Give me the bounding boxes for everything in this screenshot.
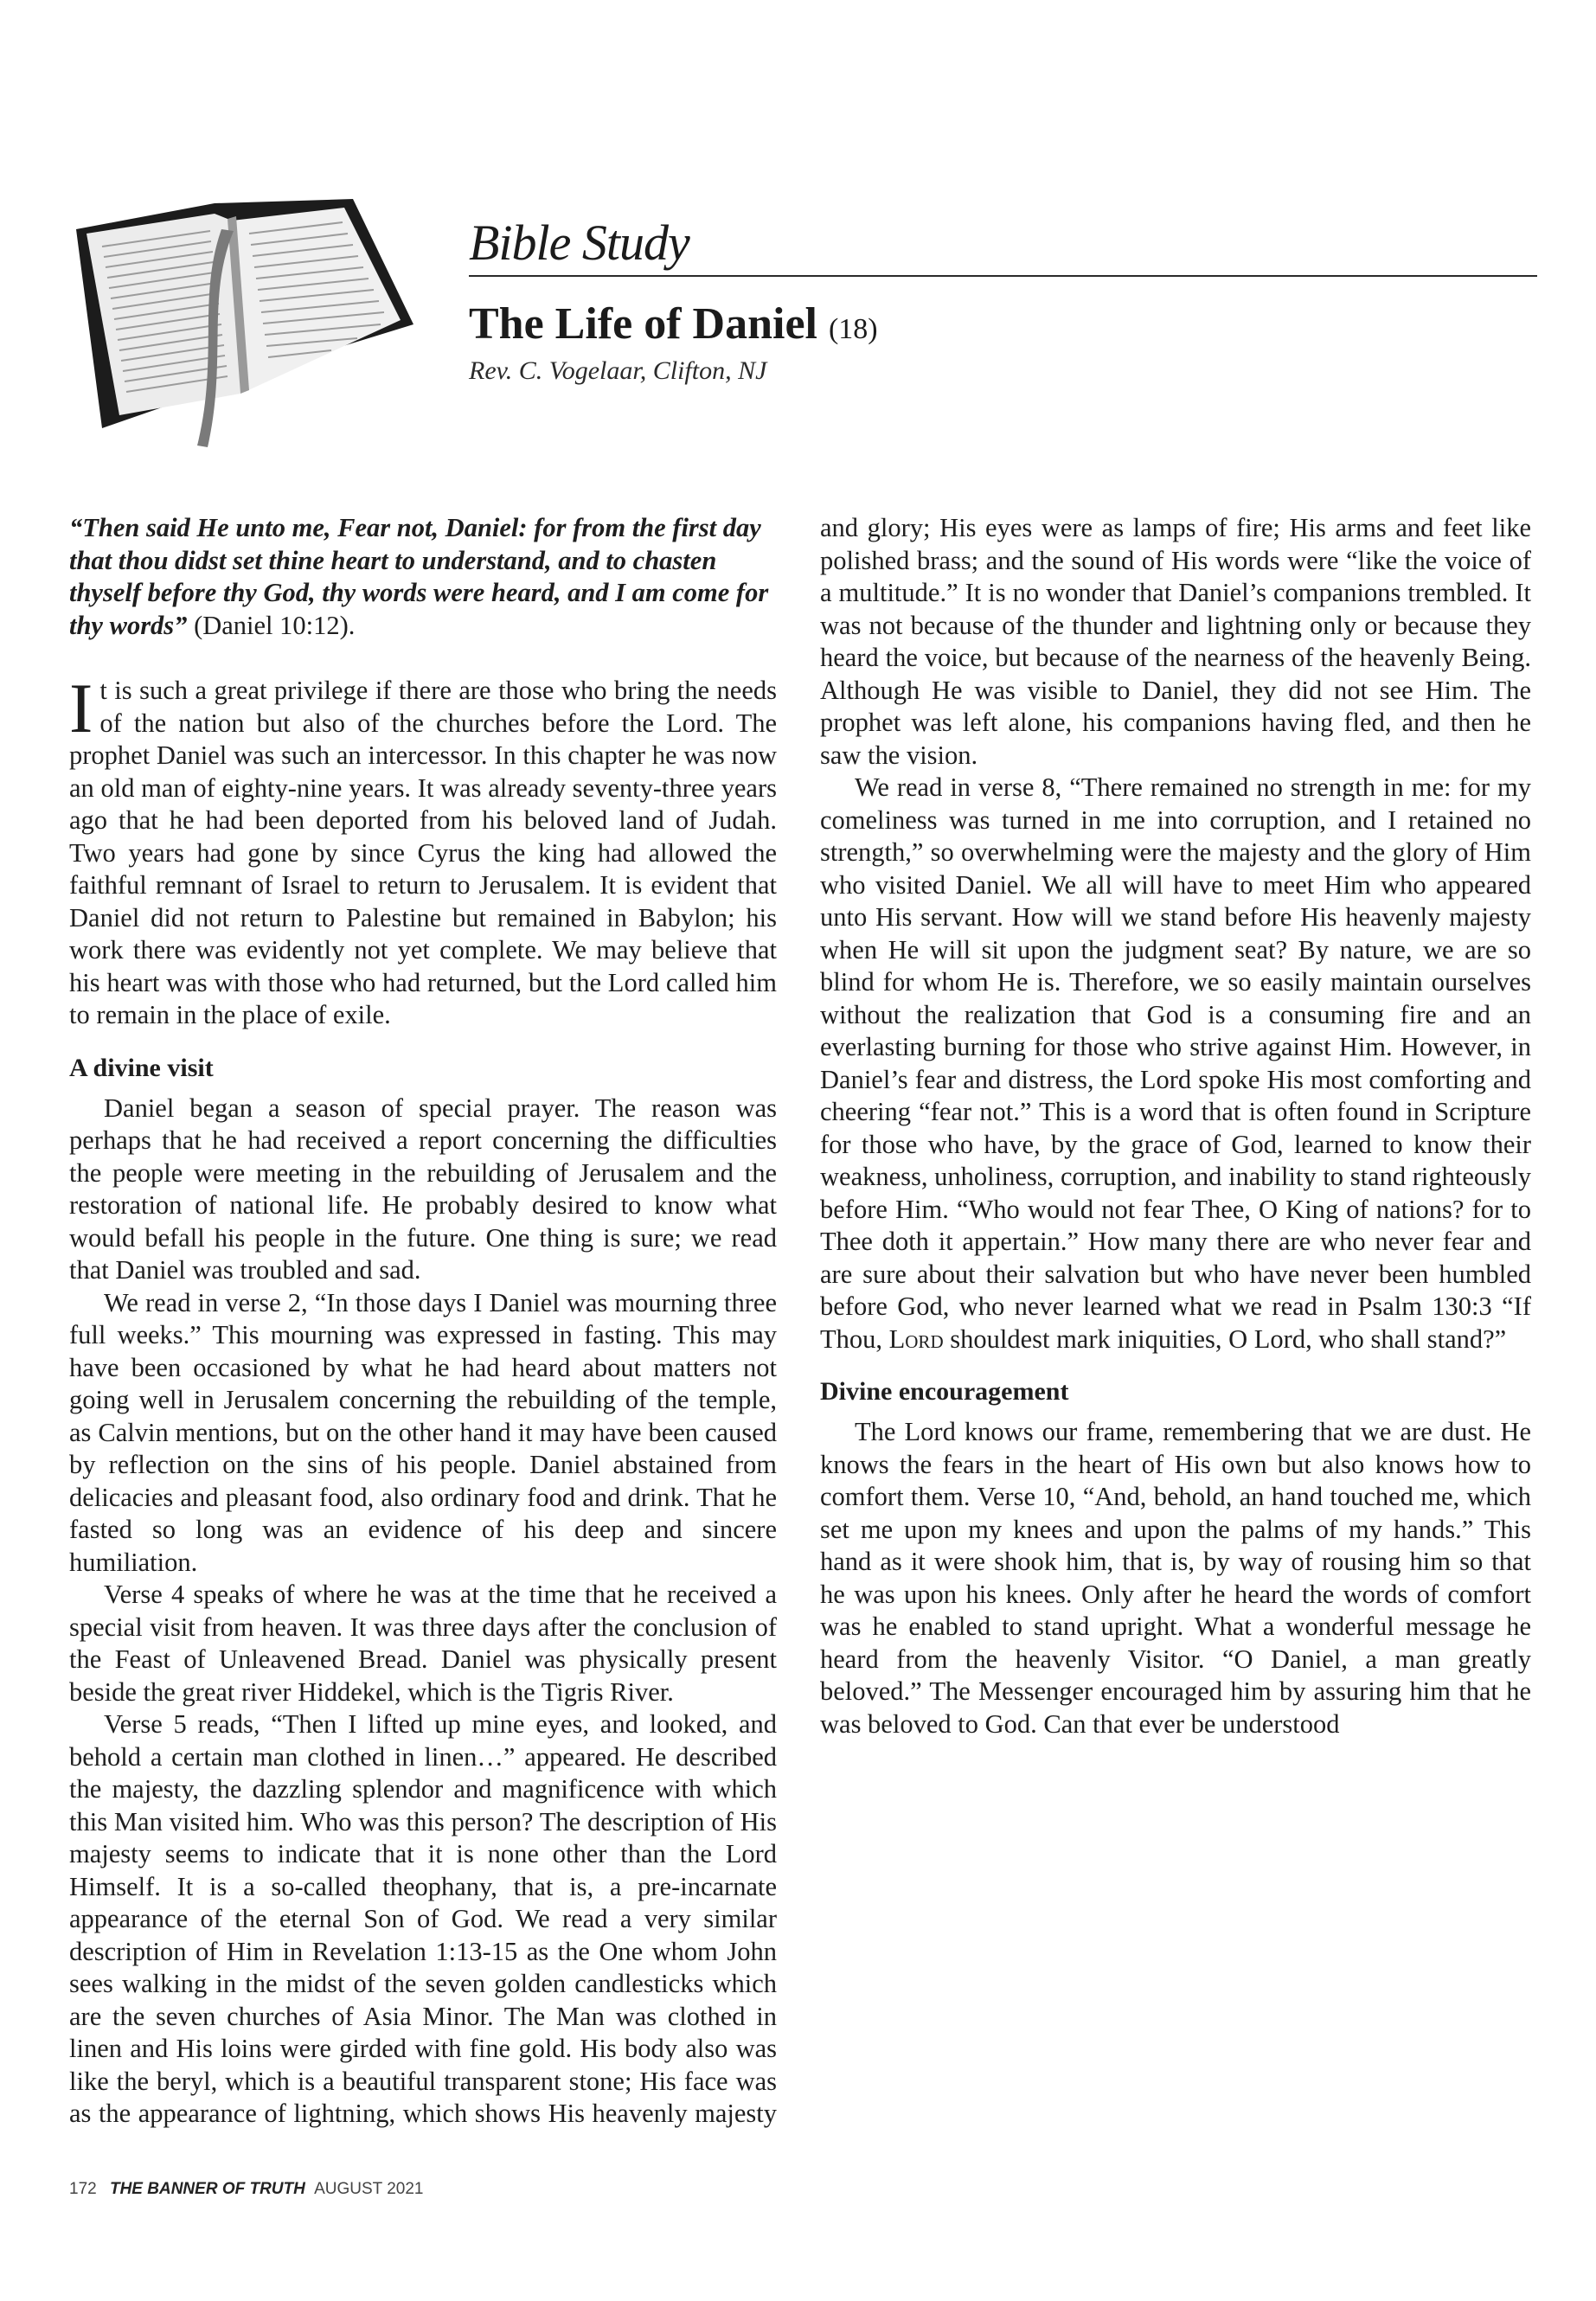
section-rule	[469, 275, 1537, 277]
issue-date: AUGUST 2021	[314, 2180, 424, 2198]
article-title-text: The Life of Daniel	[469, 299, 817, 349]
paragraph-text-end: shouldest mark iniquities, O Lord, who shall stand?”	[950, 1324, 1507, 1354]
paragraph-continued: Verse 5 reads, “Then I lifted up mine eyes, and looked, and behold a certain man clothed in linen…” appeared. He described the majesty, the dazzling splendor and magnificence with which this Man visited him. Who was this person? The description of His majesty seems to indicate that it is none other than the Lord Himself. It is a so-called theophany, that is, a pre-incarnate appearance of the eternal Son of God. We read a very similar description of Him in Revelation 1:13-15 as the One whom John sees walking in the midst of the seven golden candlesticks which are the seven churches of Asia Minor. The Man was clothed in linen and His loins were girded with fine gold. His body also was like the beryl, which is a beautiful transparent stone; His face was as the appearance of lightning, which shows His heavenly majesty	[69, 1709, 777, 2128]
column-right	[820, 512, 1531, 1740]
intro-paragraph	[69, 669, 777, 1032]
epigraph-reference: (Daniel 10:12).	[194, 610, 356, 640]
lord-smallcaps: Lord	[888, 1324, 944, 1354]
page-number: 172	[69, 2180, 97, 2198]
byline: Rev. C. Vogelaar, Clifton, NJ	[469, 356, 767, 385]
article-part-number: (18)	[828, 313, 878, 345]
epigraph-text: “Then said He unto me, Fear not, Daniel: for from the first day that thou didst set thine heart to understand, and to chasten thyself before thy God, thy words were heard, and I am come for thy words”	[69, 513, 769, 640]
paragraph: Verse 4 speaks of where he was at the time that he received a special visit from heaven. It was three days after the conclusion of the Feast of Unleavened Bread. Daniel was physically present beside the great river Hiddekel, which is the Tigris River.	[69, 1580, 777, 1707]
section-header	[469, 215, 1537, 277]
paragraph-continuation: and glory; His eyes were as lamps of fire; His arms and feet like polished brass; and the sound of His words were “like the voice of a multitude.” It is no wonder that Daniel’s companions trembled. It was not because of the thunder and lightning only or because they heard the voice, but because of the nearness of the heavenly Being. Although He was visible to Daniel, they did not see Him. The prophet was left alone, his companions having fled, and then he saw the vision.	[820, 513, 1531, 770]
paragraph	[820, 772, 1531, 1356]
column-left	[69, 512, 777, 2131]
article-title	[469, 298, 878, 349]
paragraph: We read in verse 2, “In those days I Daniel was mourning three full weeks.” This mourning was expressed in fasting. This may have been occasioned by what he had heard about matters not going well in Jerusalem concerning the rebuilding of the temple, as Calvin mentions, but on the other hand it may have been caused by reflection on the sins of his people. Daniel abstained from delicacies and pleasant food, also ordinary food and drink. That he fasted so long was an evidence of his deep and sincere humiliation.	[69, 1287, 777, 1577]
page-footer	[69, 2180, 424, 2199]
open-bible-image	[67, 195, 431, 454]
magazine-name: THE BANNER OF TRUTH	[109, 2180, 305, 2198]
paragraph-text: We read in verse 8, “There remained no strength in me: for my comeliness was turned in me into corruption, and I retained no strength,” so overwhelming were the majesty and the glory of Him who visited Daniel. We all will have to meet Him who appeared unto His servant. How will we stand before His heavenly majesty when He will sit upon the judgment seat? By nature, we are so blind for whom He is. Therefore, we so easily maintain ourselves without the realization that God is a consuming fire and an everlasting burning for those who strive against Him. However, in Daniel’s fear and distress, the Lord spoke His most comforting and cheering “fear not.” This is a word that is often found in Scripture for those who have, by the grace of God, learned to know their weakness, unholiness, corruption, and inability to stand righteously before Him. “Who would not fear Thee, O King of nations? for to Thee doth it appertain.” How many there are who never fear and are sure about their salvation but who have never been humbled before God, who never learned what we read in Psalm 130:3 “If Thou,	[820, 772, 1531, 1354]
section-title: Bible Study	[469, 215, 689, 271]
drop-cap: I	[69, 669, 93, 747]
intro-text: t is such a great privilege if there are those who bring the needs of the nation but also of the churches before the Lord. The prophet Daniel was such an intercessor. In this chapter he was now an old man of eighty-nine years. It was already seventy-three years ago that he had been deported from his beloved land of Judah. Two years had gone by since Cyrus the king had allowed the faithful remnant of Israel to return to Jerusalem. It is evident that Daniel did not return to Palestine but remained in Babylon; his work there was evidently not yet complete. We may believe that his heart was with those who had returned, but the Lord called him to remain in the place of exile.	[69, 676, 777, 1029]
subheading-divine-visit: A divine visit	[69, 1053, 214, 1082]
epigraph	[69, 512, 777, 642]
subheading-divine-encouragement: Divine encouragement	[820, 1377, 1069, 1406]
paragraph: Daniel began a season of special prayer. The reason was perhaps that he had received a report concerning the difficulties the people were meeting in the rebuilding of Jerusalem and the restoration of national life. He probably desired to know what would befall his people in the future. One thing is sure; we read that Daniel was troubled and sad.	[69, 1093, 777, 1285]
paragraph: The Lord knows our frame, remembering that we are dust. He knows the fears in the heart of His own but also knows how to comfort them. Verse 10, “And, behold, an hand touched me, which set me upon my knees and upon the palms of my hands.” This hand as it were shook him, that is, by way of rousing him so that he was upon his knees. Only after he heard the words of comfort was he enabled to stand upright. What a wonderful message he heard from the heavenly Visitor. “O Daniel, a man greatly beloved.” The Messenger encouraged him by assuring him that he was beloved to God. Can that ever be understood	[820, 1417, 1531, 1739]
